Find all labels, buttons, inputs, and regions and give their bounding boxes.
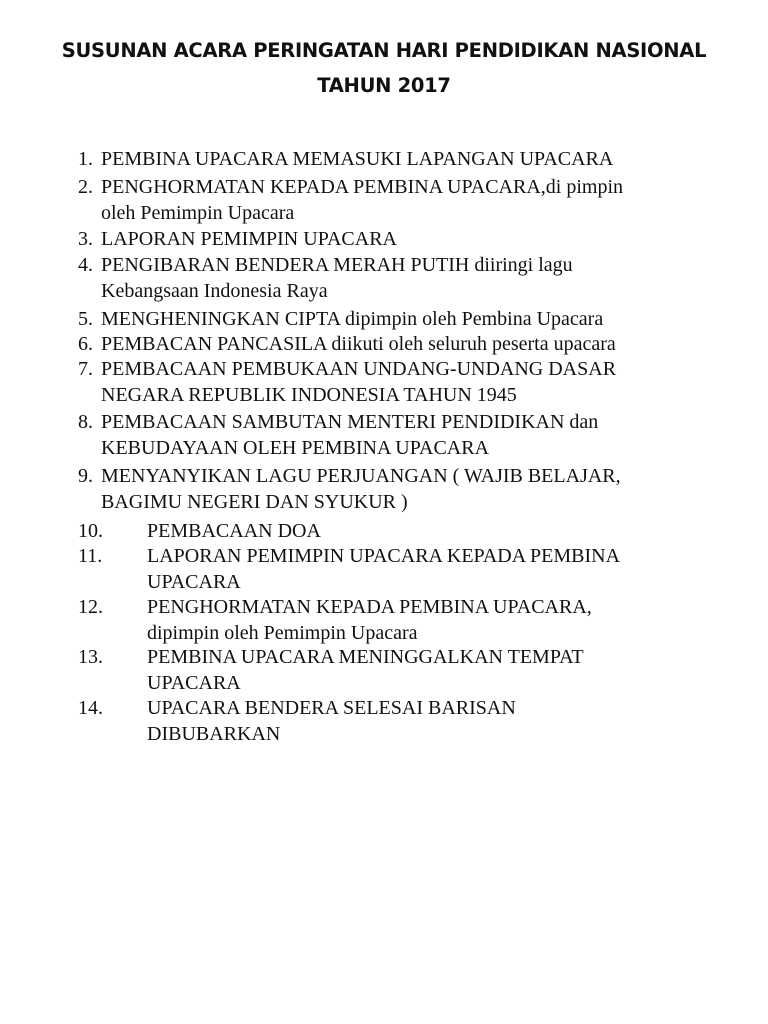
agenda-item-number: 2. — [78, 176, 93, 198]
agenda-item-text-continued: dipimpin oleh Pemimpin Upacara — [147, 622, 418, 644]
agenda-item-text-continued: oleh Pemimpin Upacara — [101, 202, 295, 224]
agenda-item-text: PEMBINA UPACARA MEMASUKI LAPANGAN UPACARA — [101, 148, 614, 170]
agenda-item-number: 6. — [78, 333, 93, 355]
agenda-item-number: 14. — [78, 697, 103, 719]
document-title-line-2: TAHUN 2017 — [317, 74, 451, 97]
agenda-item-number: 7. — [78, 358, 93, 380]
agenda-item-number: 4. — [78, 254, 93, 276]
agenda-item-text: UPACARA BENDERA SELESAI BARISAN — [147, 697, 516, 719]
agenda-item-number: 8. — [78, 411, 93, 433]
agenda-item-number: 3. — [78, 228, 93, 250]
agenda-item-text-continued: NEGARA REPUBLIK INDONESIA TAHUN 1945 — [101, 384, 517, 406]
agenda-item-number: 12. — [78, 596, 103, 618]
agenda-item-number: 13. — [78, 646, 103, 668]
agenda-item-text: MENGHENINGKAN CIPTA dipimpin oleh Pembina Upacara — [101, 308, 604, 330]
agenda-item-text: PEMBACAAN PEMBUKAAN UNDANG-UNDANG DASAR — [101, 358, 617, 380]
agenda-item-number: 9. — [78, 465, 93, 487]
agenda-item-text: PEMBACAN PANCASILA diikuti oleh seluruh peserta upacara — [101, 333, 616, 355]
agenda-item-text-continued: BAGIMU NEGERI DAN SYUKUR ) — [101, 491, 408, 513]
agenda-item-text-continued: KEBUDAYAAN OLEH PEMBINA UPACARA — [101, 437, 490, 459]
agenda-item-text: LAPORAN PEMIMPIN UPACARA KEPADA PEMBINA — [147, 545, 621, 567]
document-title-line-1: SUSUNAN ACARA PERINGATAN HARI PENDIDIKAN NASIONAL — [61, 39, 707, 62]
agenda-item-text: PENGIBARAN BENDERA MERAH PUTIH diiringi lagu — [101, 254, 573, 276]
agenda-item-number: 10. — [78, 520, 103, 542]
agenda-item-text: PEMBINA UPACARA MENINGGALKAN TEMPAT — [147, 646, 584, 668]
agenda-item-text: MENYANYIKAN LAGU PERJUANGAN ( WAJIB BELAJAR, — [101, 465, 621, 487]
agenda-item-number: 1. — [78, 148, 93, 170]
agenda-item-text: PENGHORMATAN KEPADA PEMBINA UPACARA,di pimpin — [101, 176, 624, 198]
agenda-item-text-continued: UPACARA — [147, 571, 241, 593]
agenda-item-text-continued: DIBUBARKAN — [147, 723, 281, 745]
agenda-item-text: LAPORAN PEMIMPIN UPACARA — [101, 228, 397, 250]
agenda-item-text: PENGHORMATAN KEPADA PEMBINA UPACARA, — [147, 596, 592, 618]
agenda-item-text: PEMBACAAN SAMBUTAN MENTERI PENDIDIKAN dan — [101, 411, 599, 433]
agenda-item-text-continued: UPACARA — [147, 672, 241, 694]
agenda-item-number: 5. — [78, 308, 93, 330]
agenda-item-text: PEMBACAAN DOA — [147, 520, 321, 542]
agenda-item-number: 11. — [78, 545, 103, 567]
agenda-item-text-continued: Kebangsaan Indonesia Raya — [101, 280, 328, 302]
